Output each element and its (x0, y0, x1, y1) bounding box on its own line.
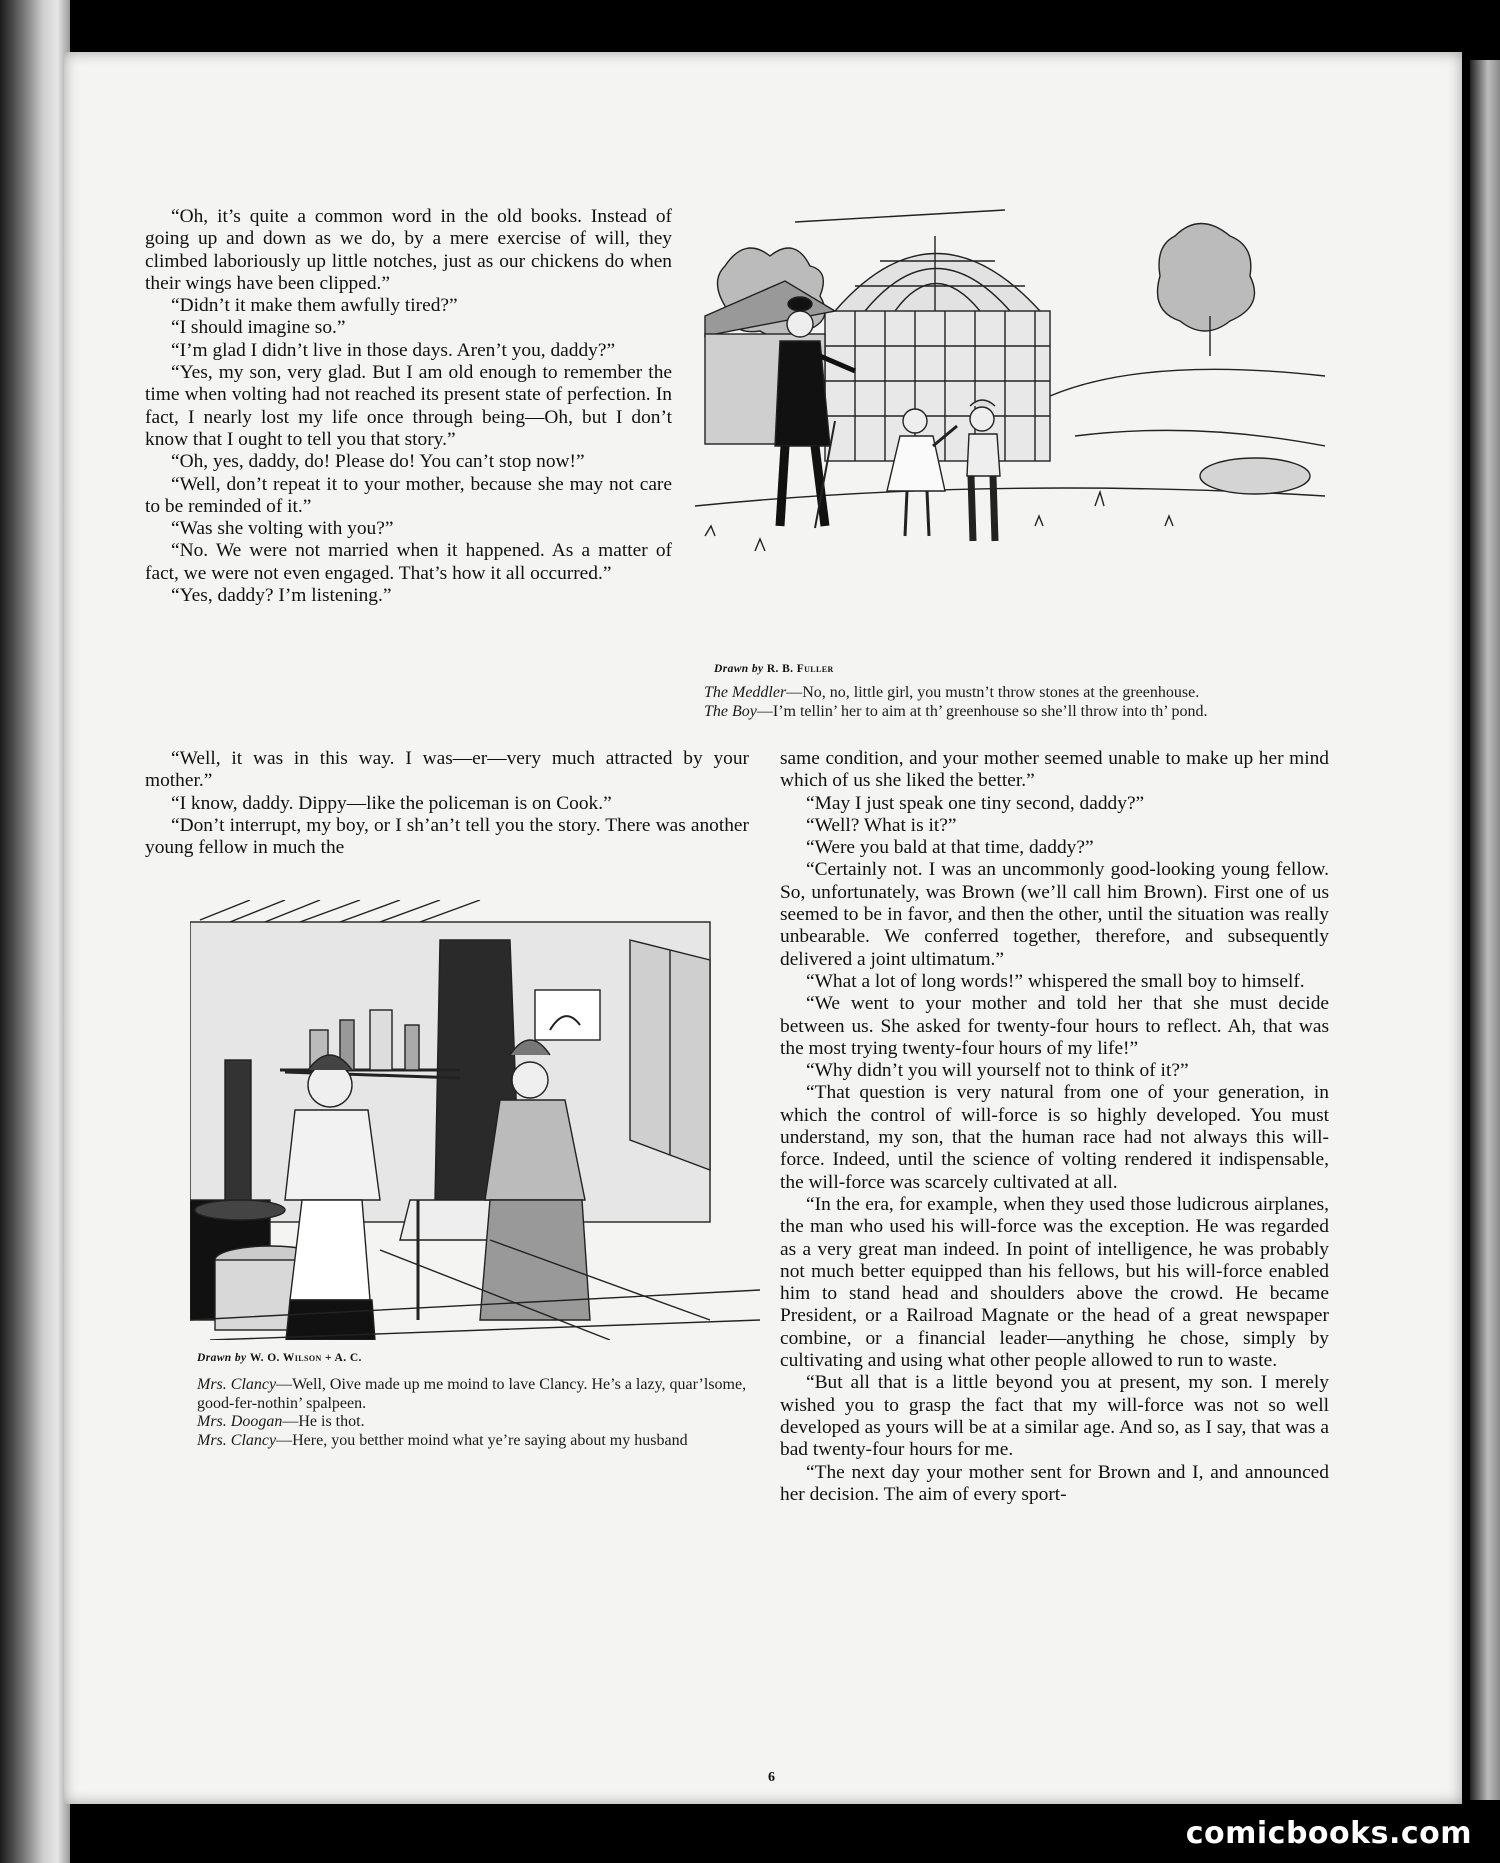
text-column-top-left (145, 206, 672, 607)
kitchen-drawing (190, 900, 760, 1340)
illustration-caption (197, 1376, 757, 1450)
paragraph: “Well? What is it?” (806, 814, 957, 836)
illustration-credit (197, 1352, 362, 1364)
paragraph: “Why didn’t you will yourself not to think of it?” (806, 1060, 1189, 1082)
paragraph: “Yes, my son, very glad. But I am old enough to remember the time when volting had not reached its present state of perfection. In fact, I nearly lost my life once through being—Oh, but I don’t know that I ought to tell you that story.” (145, 362, 672, 450)
paragraph: “I should imagine so.” (171, 317, 346, 339)
paragraph: “But all that is a little beyond you at present, my son. I merely wished you to grasp the fact that my will-force was not so well developed as yours will be at a similar age. And so, as I say, that was a bad twenty-four hours for me. (780, 1372, 1329, 1461)
paragraph: “Well, it was in this way. I was—er—very much attracted by your mother.” (145, 748, 749, 792)
paragraph: “Were you bald at that time, daddy?” (806, 837, 1094, 859)
paragraph: “Oh, yes, daddy, do! Please do! You can’t stop now!” (171, 451, 585, 473)
caption-speaker: The Boy (704, 702, 757, 720)
paragraph: same condition, and your mother seemed unable to make up her mind which of us she liked the better.” (780, 748, 1329, 792)
paragraph: “Was she volting with you?” (171, 518, 394, 540)
caption-speaker: Mrs. Clancy (197, 1431, 277, 1449)
credit-artist: R. B. Fuller (766, 663, 834, 675)
facing-page-edge (1470, 60, 1500, 1800)
paragraph: “Well, don’t repeat it to your mother, because she may not care to be reminded of it.” (145, 473, 672, 517)
caption-line (197, 1376, 757, 1413)
paragraph: “Certainly not. I was an uncommonly good-looking young fellow. So, unfortunately, was Brown (we’ll call him Brown). First one of us seemed to be in favor, and then the other, until the situation was really unbearable. We conferred together, therefore, and subsequently delivered a joint ultimatum.” (780, 859, 1329, 970)
page-number: 6 (768, 1770, 775, 1785)
paragraph: “Oh, it’s quite a common word in the old books. Instead of going up and down as we do, by a mere exercise of will, they climbed laboriously up little notches, just as our chickens do when their wings have been clipped.” (145, 206, 672, 294)
text-column-mid-left (145, 748, 749, 859)
caption-line (197, 1432, 757, 1451)
greenhouse-illustration (695, 206, 1325, 668)
text-column-right (780, 748, 1329, 1506)
paragraph: “Didn’t it make them awfully tired?” (171, 295, 458, 317)
caption-text: —I’m tellin’ her to aim at th’ greenhouse so she’ll throw into th’ pond. (756, 702, 1208, 720)
paragraph: “I’m glad I didn’t live in those days. Aren’t you, daddy?” (171, 339, 616, 361)
caption-text: —Well, Oive made up me moind to lave Clancy. He’s a lazy, quar’lsome, good-fer-nothin’ spalpeen. (197, 1376, 747, 1412)
caption-line (704, 703, 1344, 722)
greenhouse-drawing (695, 206, 1325, 668)
caption-line (197, 1413, 757, 1432)
illustration-caption (704, 684, 1344, 721)
caption-speaker: Mrs. Doogan (197, 1413, 283, 1430)
paragraph: “May I just speak one tiny second, daddy?” (806, 792, 1145, 814)
caption-speaker: The Meddler (704, 684, 787, 701)
paragraph: “What a lot of long words!” whispered the small boy to himself. (806, 970, 1305, 992)
paragraph: “That question is very natural from one of your generation, in which the control of will-force is so highly developed. You must understand, my son, that the human race had not always this will-force. Indeed, until the science of volting rendered it indispensable, the will-force was scarcely cultivated at all. (780, 1082, 1329, 1193)
paragraph: “The next day your mother sent for Brown and I, and announced her decision. The aim of every sport- (780, 1461, 1329, 1505)
caption-text: —Here, you betther moind what ye’re saying about my husband (276, 1431, 688, 1449)
paragraph: “No. We were not married when it happened. As a matter of fact, we were not even engaged. That’s how it all occurred.” (145, 540, 672, 584)
site-watermark[interactable]: comicbooks.com (1185, 1816, 1472, 1851)
credit-prefix: Drawn by (714, 663, 764, 675)
paragraph: “Don’t interrupt, my boy, or I sh’an’t tell you the story. There was another young fellow in much the (145, 814, 749, 859)
caption-speaker: Mrs. Clancy (197, 1376, 277, 1393)
book-binding-edge (0, 0, 70, 1863)
kitchen-illustration (190, 900, 760, 1340)
credit-artist: W. O. Wilson + A. C. (249, 1352, 362, 1364)
illustration-credit (714, 663, 834, 675)
caption-line (704, 684, 1344, 703)
caption-text: —He is thot. (282, 1413, 365, 1430)
credit-prefix: Drawn by (197, 1352, 247, 1364)
caption-text: —No, no, little girl, you mustn’t throw stones at the greenhouse. (786, 684, 1200, 701)
paragraph: “We went to your mother and told her that she must decide between us. She asked for twenty-four hours to reflect. Ah, that was the most trying twenty-four hours of my life!” (780, 993, 1329, 1059)
paragraph: “In the era, for example, when they used those ludicrous airplanes, the man who used his will-force was the exception. He was regarded as a very great man indeed. In point of intelligence, he was probably not much better equipped than his fellows, but his will-force enabled him to stand head and shoulders above the crowd. He became President, or a Railroad Magnate or the head of a great newspaper combine, or a financial leader—anything he chose, simply by cultivating and using what other people allowed to run to waste. (780, 1193, 1329, 1372)
paragraph: “I know, daddy. Dippy—like the policeman is on Cook.” (171, 792, 612, 814)
paragraph: “Yes, daddy? I’m listening.” (171, 585, 392, 607)
